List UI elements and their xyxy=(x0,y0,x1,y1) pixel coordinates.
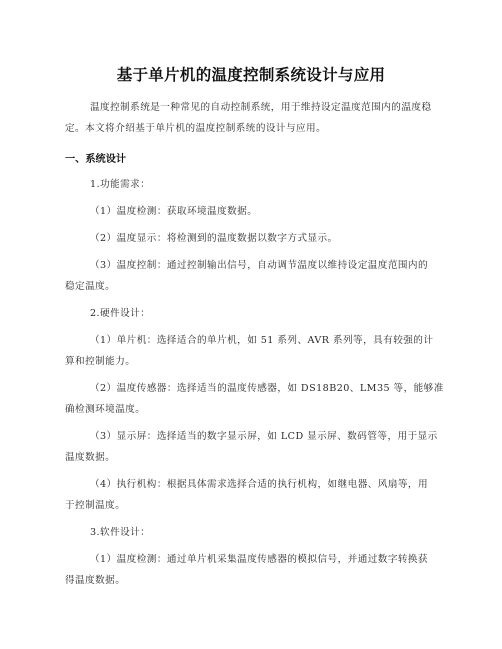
section-heading: 一、系统设计 xyxy=(65,154,127,165)
list-item: （3）温度控制：通过控制输出信号，自动调节温度以维持设定温度范围内的 xyxy=(90,260,428,271)
intro-line-1: 温度控制系统是一种常见的自动控制系统，用于维持设定温度范围内的温度稳 xyxy=(90,102,432,113)
list-item: （1）温度检测：通过单片机采集温度传感器的模拟信号，并通过数字转换获 xyxy=(90,554,428,565)
list-item-cont: 稳定温度。 xyxy=(65,281,116,292)
list-item-cont: 于控制温度。 xyxy=(65,500,126,511)
document-title: 基于单片机的温度控制系统设计与应用 xyxy=(116,66,386,84)
subsection-label-software: 3.软件设计： xyxy=(90,527,151,538)
list-item-cont: 算和控制能力。 xyxy=(65,356,136,367)
list-item: （2）温度显示：将检测到的温度数据以数字方式显示。 xyxy=(90,233,338,244)
list-item: （1）温度检测：获取环境温度数据。 xyxy=(90,206,258,217)
list-item-cont: 得温度数据。 xyxy=(65,575,126,586)
subsection-label-hardware: 2.硬件设计： xyxy=(90,308,151,319)
intro-line-2: 定。本文将介绍基于单片机的温度控制系统的设计与应用。 xyxy=(65,123,327,134)
list-item: （1）单片机：选择适合的单片机，如 51 系列、AVR 系列等，具有较强的计 xyxy=(90,335,434,346)
list-item-cont: 温度数据。 xyxy=(65,452,116,463)
list-item: （4）执行机构：根据具体需求选择合适的执行机构，如继电器、风扇等，用 xyxy=(90,479,428,490)
list-item-cont: 确检测环境温度。 xyxy=(65,404,146,415)
list-item: （3）显示屏：选择适当的数字显示屏，如 LCD 显示屏、数码管等，用于显示 xyxy=(90,431,438,442)
subsection-label-function: 1.功能需求： xyxy=(90,179,151,190)
list-item: （2）温度传感器：选择适当的温度传感器，如 DS18B20、LM35 等，能够准 xyxy=(90,383,444,394)
